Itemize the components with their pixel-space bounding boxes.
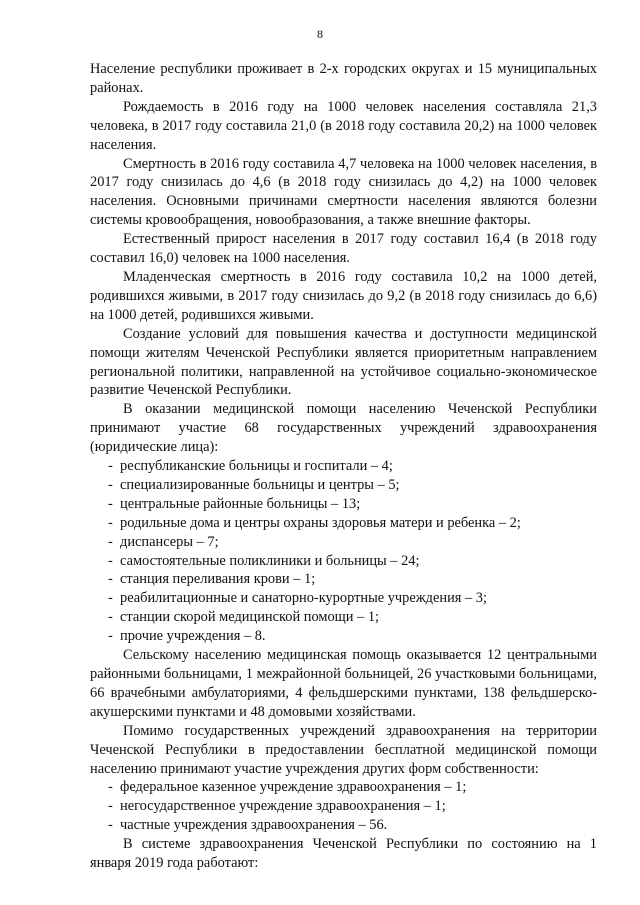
paragraph: В оказании медицинской помощи населению Чеченской Республики принимают участие 68 государственных учреждений здравоохранения (юридические лица): xyxy=(90,401,597,456)
other-ownership-list xyxy=(90,778,597,835)
institutions-list xyxy=(90,457,597,646)
page-number: 8 xyxy=(317,27,323,41)
page-body xyxy=(90,60,597,873)
paragraph: В системе здравоохранения Чеченской Республики по состоянию на 1 января 2019 года работают: xyxy=(90,836,597,872)
list-item: - центральные районные больницы – 13; xyxy=(108,495,597,514)
list-item: - федеральное казенное учреждение здравоохранения – 1; xyxy=(108,778,597,797)
paragraph: Младенческая смертность в 2016 году составила 10,2 на 1000 детей, родившихся живыми, в 2017 году снизилась до 9,2 (в 2018 году снизилась до 6,6) на 1000 детей, родившихся живыми. xyxy=(90,268,597,323)
paragraph: Смертность в 2016 году составила 4,7 человека на 1000 человек населения, в 2017 году снизилась до 4,6 (в 2018 году снизилась до 4,2) на 1000 человек населения. Основными причинами смертности населения являются болезни системы кровообращения, новообразования, а также внешние факторы. xyxy=(90,155,597,229)
list-item: - родильные дома и центры охраны здоровья матери и ребенка – 2; xyxy=(108,514,597,533)
list-item: - частные учреждения здравоохранения – 56. xyxy=(108,816,597,835)
paragraph: Помимо государственных учреждений здравоохранения на территории Чеченской Республики в предоставлении бесплатной медицинской помощи населению принимают участие учреждения других форм собственности: xyxy=(90,722,597,777)
list-item: - прочие учреждения – 8. xyxy=(108,627,597,646)
paragraph: Население республики проживает в 2-х городских округах и 15 муниципальных районах. xyxy=(90,61,597,96)
list-item: - диспансеры – 7; xyxy=(108,533,597,552)
list-item: - негосударственное учреждение здравоохранения – 1; xyxy=(108,797,597,816)
list-item: - станции скорой медицинской помощи – 1; xyxy=(108,608,597,627)
paragraph: Естественный прирост населения в 2017 году составил 16,4 (в 2018 году составил 16,0) человек на 1000 населения. xyxy=(90,231,597,267)
paragraph: Рождаемость в 2016 году на 1000 человек населения составляла 21,3 человека, в 2017 году составила 21,0 (в 2018 году составила 20,2) на 1000 человек населения. xyxy=(90,98,597,153)
list-item: - реабилитационные и санаторно-курортные учреждения – 3; xyxy=(108,589,597,608)
list-item: - республиканские больницы и госпитали – 4; xyxy=(108,457,597,476)
list-item: - самостоятельные поликлиники и больницы – 24; xyxy=(108,552,597,571)
paragraph: Сельскому населению медицинская помощь оказывается 12 центральными районными больницами, 1 межрайонной больницей, 26 участковыми больницами, 66 врачебными амбулаториями, 4 фельдшерскими пунктами, 138 фельдшерско-акушерскими пунктами и 48 домовыми хозяйствами. xyxy=(90,647,597,720)
list-item: - специализированные больницы и центры – 5; xyxy=(108,476,597,495)
list-item: - станция переливания крови – 1; xyxy=(108,570,597,589)
paragraph: Создание условий для повышения качества и доступности медицинской помощи жителям Чеченской Республики является приоритетным направлением региональной политики, направленной на устойчивое социально-экономическое развитие Чеченской Республики. xyxy=(90,325,597,399)
